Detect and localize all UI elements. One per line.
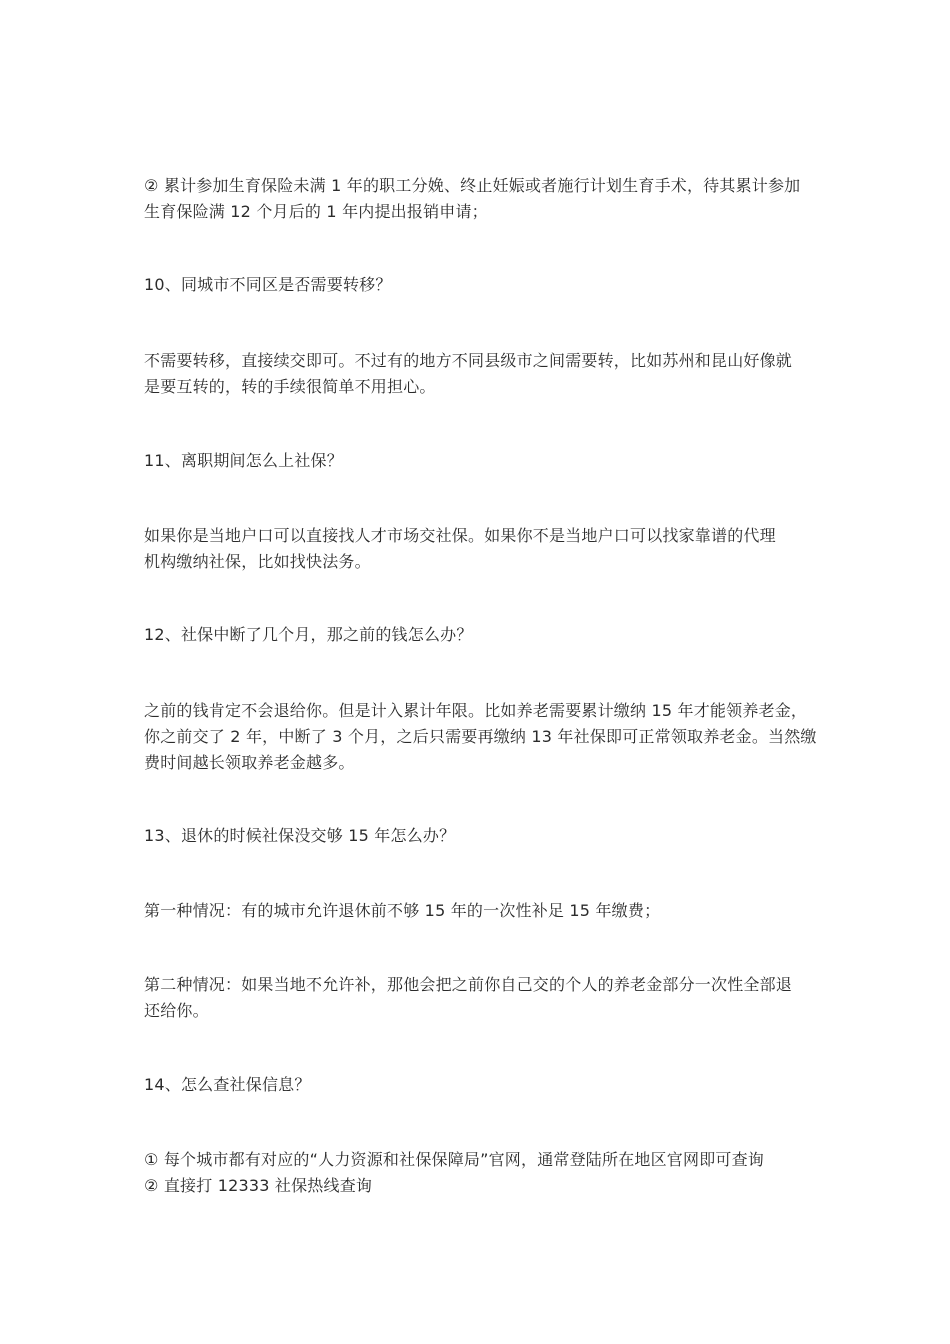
- text-line: 之前的钱肯定不会退给你。但是计入累计年限。比如养老需要累计缴纳 15 年才能领养老金，: [144, 701, 808, 720]
- text-line: 11、离职期间怎么上社保？: [144, 451, 343, 470]
- text-line: 第一种情况：有的城市允许退休前不够 15 年的一次性补足 15 年缴费；: [144, 901, 661, 920]
- text-line: 是要互转的，转的手续很简单不用担心。: [144, 377, 436, 396]
- text-line: 不需要转移，直接续交即可。不过有的地方不同县级市之间需要转，比如苏州和昆山好像就: [144, 351, 793, 370]
- text-line: 你之前交了 2 年，中断了 3 个月，之后只需要再缴纳 13 年社保即可正常领取养老金。当然缴: [144, 727, 817, 746]
- answer-13-case-1: [144, 898, 814, 924]
- text-line: 费时间越长领取养老金越多。: [144, 753, 355, 772]
- question-12: [144, 622, 814, 648]
- text-line: 13、退休的时候社保没交够 15 年怎么办？: [144, 826, 456, 845]
- answer-13-case-2: [144, 972, 814, 1024]
- text-line: 如果你是当地户口可以直接找人才市场交社保。如果你不是当地户口可以找家靠谱的代理: [144, 526, 776, 545]
- text-line: 14、怎么查社保信息？: [144, 1075, 311, 1094]
- paragraph-maternity-claim: [144, 173, 814, 225]
- text-line: 12、社保中断了几个月，那之前的钱怎么办？: [144, 625, 473, 644]
- answer-10: [144, 348, 814, 400]
- answer-11: [144, 523, 814, 575]
- answer-14: [144, 1147, 814, 1199]
- text-line: 机构缴纳社保，比如找快法务。: [144, 552, 371, 571]
- text-line: 生育保险满 12 个月后的 1 年内提出报销申请；: [144, 202, 488, 221]
- text-line: ② 累计参加生育保险未满 1 年的职工分娩、终止妊娠或者施行计划生育手术，待其累计参加: [144, 176, 801, 195]
- text-line: 第二种情况：如果当地不允许补，那他会把之前你自己交的个人的养老金部分一次性全部退: [144, 975, 793, 994]
- answer-12: [144, 698, 817, 776]
- text-line: 10、同城市不同区是否需要转移？: [144, 275, 392, 294]
- question-13: [144, 823, 814, 849]
- text-line: ① 每个城市都有对应的“人力资源和社保保障局”官网，通常登陆所在地区官网即可查询: [144, 1150, 765, 1169]
- text-line: 还给你。: [144, 1001, 209, 1020]
- question-11: [144, 448, 814, 474]
- question-14: [144, 1072, 814, 1098]
- question-10: [144, 272, 814, 298]
- text-line: ② 直接打 12333 社保热线查询: [144, 1176, 373, 1195]
